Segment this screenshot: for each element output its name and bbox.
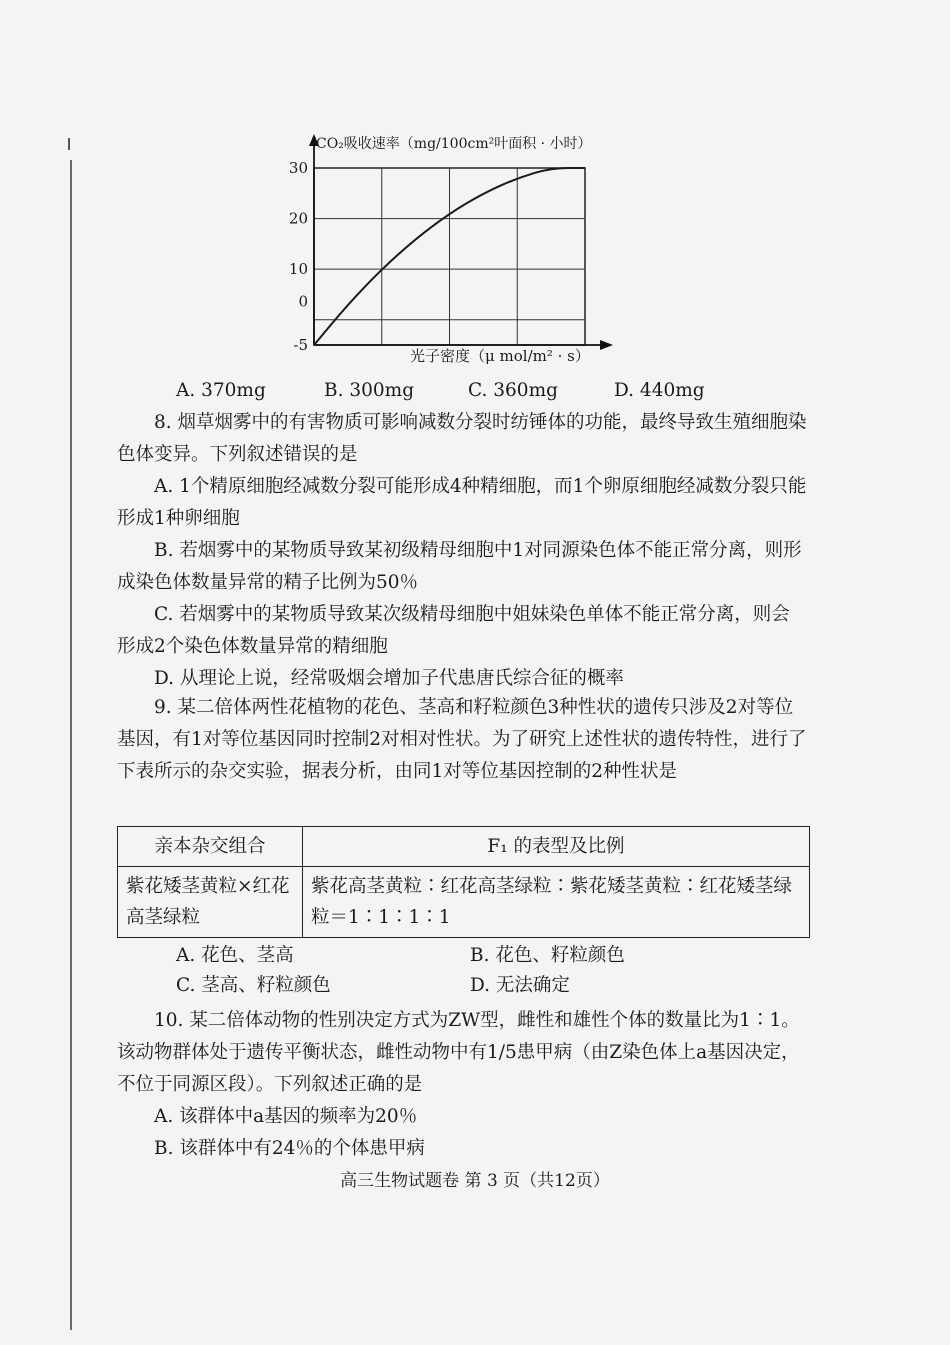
y-tick-label: 30: [288, 159, 308, 177]
page-footer: 高三生物试题卷 第 3 页（共12页）: [340, 1171, 610, 1191]
q10-stem: 10. 某二倍体动物的性别决定方式为ZW型，雌性和雄性个体的数量比为1∶1。该动物群体处于遗传平衡状态，雌性动物中有1/5患甲病（由Z染色体上a基因决定，不位于同源区段）。下列叙述正确的是: [117, 1010, 800, 1095]
q7-option-a: A. 370mg: [176, 380, 266, 401]
q8-stem: 8. 烟草烟雾中的有害物质可影响减数分裂时纺锤体的功能，最终导致生殖细胞染色体变异。下列叙述错误的是: [117, 412, 807, 465]
q10-option-b: B. 该群体中有24％的个体患甲病: [154, 1138, 425, 1159]
q9-options: [176, 941, 776, 1001]
chart-grid: [314, 168, 585, 345]
x-axis-label: 光子密度（μ mol/m² · s）: [410, 347, 590, 365]
y-axis-label: CO₂吸收速率（mg/100cm²叶面积 · 小时）: [316, 136, 592, 152]
table-cell-f1: 紫花高茎黄粒∶红花高茎绿粒∶紫花矮茎黄粒∶红花矮茎绿粒＝1∶1∶1∶1: [303, 867, 810, 938]
q10-option-a: A. 该群体中a基因的频率为20％: [154, 1106, 418, 1127]
q8-option-d: D. 从理论上说，经常吸烟会增加子代患唐氏综合征的概率: [154, 668, 624, 689]
q9-option-c: C. 茎高、籽粒颜色: [176, 975, 331, 996]
table-cell-cross: 紫花矮茎黄粒×红花高茎绿粒: [118, 867, 303, 938]
table-header-f1: F₁ 的表型及比例: [303, 827, 810, 867]
q8-option-a: A. 1个精原细胞经减数分裂可能形成4种精细胞，而1个卵原细胞经减数分裂只能形成1种卵细胞: [117, 476, 807, 529]
binding-margin-line: [70, 160, 72, 1330]
y-tick-label: 0: [298, 292, 308, 311]
q7-options: [176, 380, 776, 410]
table-header-cross: 亲本杂交组合: [118, 827, 303, 867]
q7-option-c: C. 360mg: [468, 380, 558, 401]
q9-stem: 9. 某二倍体两性花植物的花色、茎高和籽粒颜色3种性状的遗传只涉及2对等位基因，有1对等位基因同时控制2对相对性状。为了研究上述性状的遗传特性，进行了下表所示的杂交实验，据表分析，由同1对等位基因控制的2种性状是: [117, 697, 807, 782]
y-tick-label: 10: [288, 260, 308, 279]
question-9: [117, 692, 807, 788]
co2-absorption-chart: [280, 120, 620, 375]
q7-option-d: D. 440mg: [614, 380, 705, 401]
q7-option-b: B. 300mg: [324, 380, 415, 401]
y-tick-label: -5: [293, 336, 308, 354]
y-tick-label: 20: [288, 209, 308, 228]
question-8: [117, 407, 807, 695]
q9-option-a: A. 花色、茎高: [176, 945, 294, 966]
chart-axes: [309, 134, 613, 350]
question-10: [117, 1005, 807, 1165]
q9-option-b: B. 花色、籽粒颜色: [470, 945, 625, 966]
q9-option-d: D. 无法确定: [470, 975, 570, 996]
q8-option-c: C. 若烟雾中的某物质导致某次级精母细胞中姐妹染色单体不能正常分离，则会形成2个染色体数量异常的精细胞: [117, 604, 790, 657]
cross-experiment-table: [117, 826, 810, 938]
y-tick-labels: [289, 159, 308, 354]
x-axis-arrow: [600, 340, 613, 350]
margin-tick: [68, 138, 70, 150]
q8-option-b: B. 若烟雾中的某物质导致某初级精母细胞中1对同源染色体不能正常分离，则形成染色体数量异常的精子比例为50％: [117, 540, 802, 593]
